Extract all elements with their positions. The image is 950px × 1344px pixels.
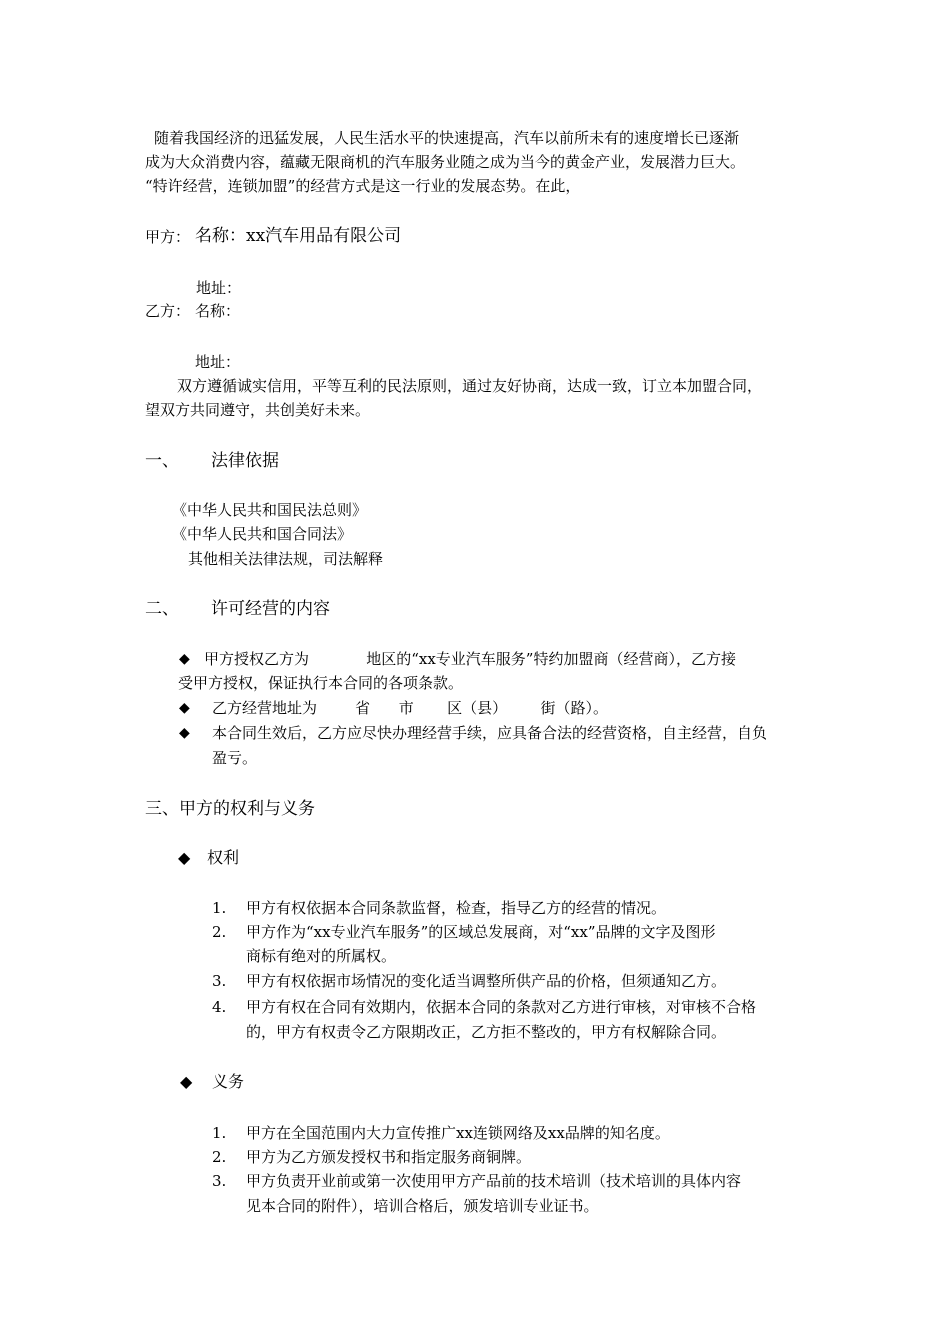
rights-heading: 权利 [207, 848, 240, 867]
duties-item-3-number: 3. [212, 1172, 227, 1190]
diamond-bullet-icon: ◆ [179, 700, 190, 716]
law-item-1: 《中华人民共和国民法总则》 [172, 501, 368, 519]
section-2-number: 二、 [145, 599, 179, 619]
law-item-3: 其他相关法律法规，司法解释 [188, 550, 384, 568]
party-b-label: 乙方： [145, 302, 191, 320]
rights-item-4-number: 4. [212, 998, 227, 1016]
content-bullet-3-line-2: 盈亏。 [212, 749, 258, 767]
intro-line-1: 随着我国经济的迅猛发展，人民生活水平的快速提高，汽车以前所未有的速度增长已逐渐 [154, 129, 740, 147]
section-1-title: 法律依据 [211, 451, 279, 471]
diamond-bullet-icon: ◆ [178, 848, 191, 867]
rights-item-4-text: 甲方有权在合同有效期内，依据本合同的条款对乙方进行审核，对审核不合格 [246, 998, 757, 1016]
law-item-2: 《中华人民共和国合同法》 [172, 525, 353, 543]
rights-item-1-number: 1. [212, 899, 227, 917]
intro-line-3: “特许经营，连锁加盟”的经营方式是这一行业的发展态势。在此， [145, 177, 581, 195]
party-a-address: 地址： [196, 279, 242, 297]
content-bullet-1-line-1: 甲方授权乙方为 地区的“xx专业汽车服务”特约加盟商（经营商），乙方接 [204, 650, 736, 668]
diamond-bullet-icon: ◆ [179, 651, 190, 667]
rights-item-3-number: 3. [212, 972, 227, 990]
agreement-line-2: 望双方共同遵守，共创美好未来。 [145, 401, 371, 419]
content-bullet-2: 乙方经营地址为 省 市 区（县） 街（路）。 [212, 699, 609, 717]
section-1-number: 一、 [145, 451, 179, 471]
rights-item-3-text: 甲方有权依据市场情况的变化适当调整所供产品的价格，但须通知乙方。 [246, 972, 727, 990]
intro-line-2: 成为大众消费内容，蕴藏无限商机的汽车服务业随之成为当今的黄金产业，发展潜力巨大。 [145, 153, 746, 171]
duties-item-2-text: 甲方为乙方颁发授权书和指定服务商铜牌。 [246, 1148, 532, 1166]
diamond-bullet-icon: ◆ [179, 725, 190, 741]
rights-item-1-text: 甲方有权依据本合同条款监督，检查，指导乙方的经营的情况。 [246, 899, 667, 917]
duties-item-3-text-cont: 见本合同的附件），培训合格后，颁发培训专业证书。 [246, 1197, 599, 1215]
duties-item-1-text: 甲方在全国范围内大力宣传推广xx连锁网络及xx品牌的知名度。 [246, 1124, 670, 1142]
rights-item-2-text: 甲方作为“xx专业汽车服务”的区域总发展商，对“xx”品牌的文字及图形 [246, 923, 716, 941]
agreement-line-1: 双方遵循诚实信用，平等互利的民法原则，通过友好协商，达成一致，订立本加盟合同， [177, 377, 763, 395]
rights-item-2-number: 2. [212, 923, 227, 941]
party-b-name: 名称： [195, 302, 241, 320]
duties-item-1-number: 1. [212, 1124, 227, 1142]
duties-item-3-text: 甲方负责开业前或第一次使用甲方产品前的技术培训（技术培训的具体内容 [246, 1172, 742, 1190]
section-3-title: 三、甲方的权利与义务 [145, 799, 315, 819]
content-bullet-3-line-1: 本合同生效后，乙方应尽快办理经营手续，应具备合法的经营资格，自主经营，自负 [212, 724, 768, 742]
party-b-address: 地址： [195, 353, 241, 371]
content-bullet-1-line-2: 受甲方授权，保证执行本合同的各项条款。 [178, 674, 464, 692]
party-a-label: 甲方： [145, 228, 191, 246]
section-2-title: 许可经营的内容 [211, 599, 330, 619]
rights-item-2-text-cont: 商标有绝对的所属权。 [246, 947, 397, 965]
rights-item-4-text-cont: 的，甲方有权责令乙方限期改正，乙方拒不整改的，甲方有权解除合同。 [246, 1023, 727, 1041]
duties-heading: 义务 [212, 1072, 245, 1091]
duties-item-2-number: 2. [212, 1148, 227, 1166]
diamond-bullet-icon: ◆ [180, 1072, 193, 1091]
party-a-name: 名称：xx汽车用品有限公司 [195, 226, 402, 246]
